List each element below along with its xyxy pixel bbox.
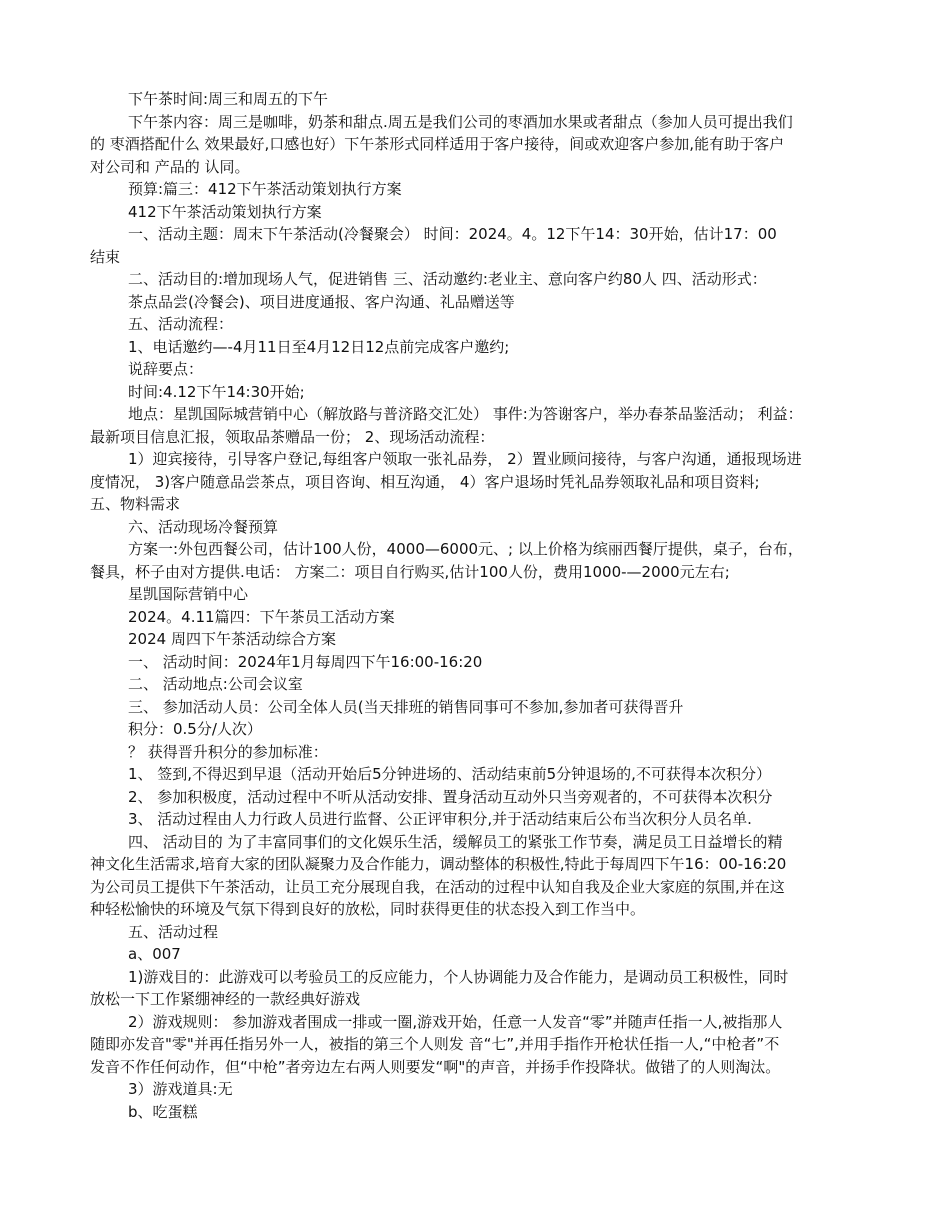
text-line: 3）游戏道具:无 xyxy=(128,1080,233,1098)
text-line: 放松一下工作紧绷神经的一款经典好游戏 xyxy=(90,990,361,1008)
text-line: 四、 活动目的 为了丰富同事们的文化娱乐生活，缓解员工的紧张工作节奏，满足员工日益增长的精 xyxy=(128,832,783,851)
text-line: 预算:篇三：412下午茶活动策划执行方案 xyxy=(128,180,402,198)
text-line: 五、活动过程 xyxy=(128,922,219,941)
text-line: 为公司员工提供下午茶活动，让员工充分展现自我，在活动的过程中认知自我及企业大家庭的氛围,并在这 xyxy=(90,877,785,896)
text-line: 一、 活动时间：2024年1月每周四下午16:00-16:20 xyxy=(128,652,483,671)
text-line: 星凯国际营销中心 xyxy=(128,585,249,603)
text-line: 对公司和 产品的 认同。 xyxy=(90,157,250,176)
text-line: 时间:4.12下午14:30开始; xyxy=(128,382,305,401)
text-line: 1）迎宾接待，引导客户登记,每组客户领取一张礼品券， 2）置业顾问接待，与客户沟通，通报现场进 xyxy=(128,450,802,468)
text-line: 随即亦发音"零"并再任指另外一人，被指的第三个人则发 音“七”,并用手指作开枪状任指一人,“中枪者”不 xyxy=(90,1035,780,1053)
text-line: 1)游戏目的：此游戏可以考验员工的反应能力，个人协调能力及合作能力，是调动员工积极性，同时 xyxy=(128,967,789,986)
text-line: 下午茶内容：周三是咖啡，奶茶和甜点.周五是我们公司的枣酒加水果或者甜点（参加人员可提出我们 xyxy=(128,112,793,131)
text-line: 412下午茶活动策划执行方案 xyxy=(128,202,322,221)
text-line: 3、 活动过程由人力行政人员进行监督、公正评审积分,并于活动结束后公布当次积分人员名单. xyxy=(128,810,752,828)
text-line: 发音不作任何动作，但“中枪”者旁边左右两人则要发“啊"的声音，并扬手作投降状。做错了的人则淘汰。 xyxy=(90,1057,781,1076)
text-line: b、吃蛋糕 xyxy=(128,1102,198,1121)
text-line: 1、 签到,不得迟到早退（活动开始后5分钟进场的、活动结束前5分钟退场的,不可获得本次积分） xyxy=(128,765,771,783)
text-line: 下午茶时间:周三和周五的下午 xyxy=(128,90,329,108)
text-line: 一、活动主题：周末下午茶活动(冷餐聚会） 时间：2024。4。12下午14：30开始，估计17：00 xyxy=(128,225,777,243)
text-line: 2024 周四下午茶活动综合方案 xyxy=(128,630,336,648)
text-line: 二、 活动地点:公司会议室 xyxy=(128,675,303,693)
text-line: 2）游戏规则： 参加游戏者围成一排或一圈,游戏开始，任意一人发音“零”并随声任指一人,被指那人 xyxy=(128,1012,783,1031)
text-line: 2024。4.11篇四：下午茶员工活动方案 xyxy=(128,607,395,626)
text-line: 神文化生活需求,培育大家的团队凝聚力及合作能力，调动整体的积极性,特此于每周四下午16：00-16:20 xyxy=(90,855,787,873)
text-line: 种轻松愉快的环境及气氛下得到良好的放松，同时获得更佳的状态投入到工作当中。 xyxy=(90,900,646,918)
text-line: 茶点品尝(冷餐会)、项目进度通报、客户沟通、礼品赠送等 xyxy=(128,292,515,311)
text-line: 三、 参加活动人员：公司全体人员(当天排班的销售同事可不参加,参加者可获得晋升 xyxy=(128,697,684,716)
text-line: 六、活动现场冷餐预算 xyxy=(128,517,279,536)
text-line: 积分：0.5分/人次） xyxy=(128,720,262,738)
text-line: 的 枣酒搭配什么 效果最好,口感也好）下午茶形式同样适用于客户接待，间或欢迎客户参加,能有助于客户 xyxy=(90,135,785,153)
text-line: ？ 获得晋升积分的参加标准： xyxy=(128,742,328,761)
text-line: 餐具，杯子由对方提供.电话： 方案二：项目自行购买,估计100人份，费用1000-—2000元左右; xyxy=(90,562,730,581)
text-line: 说辞要点： xyxy=(128,360,204,378)
text-line: 地点：星凯国际城营销中心（解放路与普济路交汇处） 事件:为答谢客户，举办春茶品鉴活动； 利益： xyxy=(128,405,803,423)
text-line: 2、 参加积极度，活动过程中不听从活动安排、置身活动互动外只当旁观者的，不可获得本次积分 xyxy=(128,787,773,806)
text-line: 五、物料需求 xyxy=(90,495,181,513)
text-line: 结束 xyxy=(90,247,121,266)
text-line: 1、电话邀约—-4月11日至4月12日12点前完成客户邀约; xyxy=(128,337,510,356)
text-line: 二、活动目的:增加现场人气，促进销售 三、活动邀约:老业主、意向客户约80人 四、活动形式： xyxy=(128,270,767,288)
text-line: 五、活动流程： xyxy=(128,315,234,333)
text-line: 度情况， 3)客户随意品尝茶点，项目咨询、相互沟通， 4）客户退场时凭礼品券领取礼品和项目资料; xyxy=(90,472,760,491)
text-line: 最新项目信息汇报，领取品茶赠品一份； 2、现场活动流程： xyxy=(90,427,495,446)
text-line: a、007 xyxy=(128,945,181,963)
text-line: 方案一:外包西餐公司，估计100人份，4000—6000元、; 以上价格为缤丽西餐厅提供，桌子，台布， xyxy=(128,540,803,558)
